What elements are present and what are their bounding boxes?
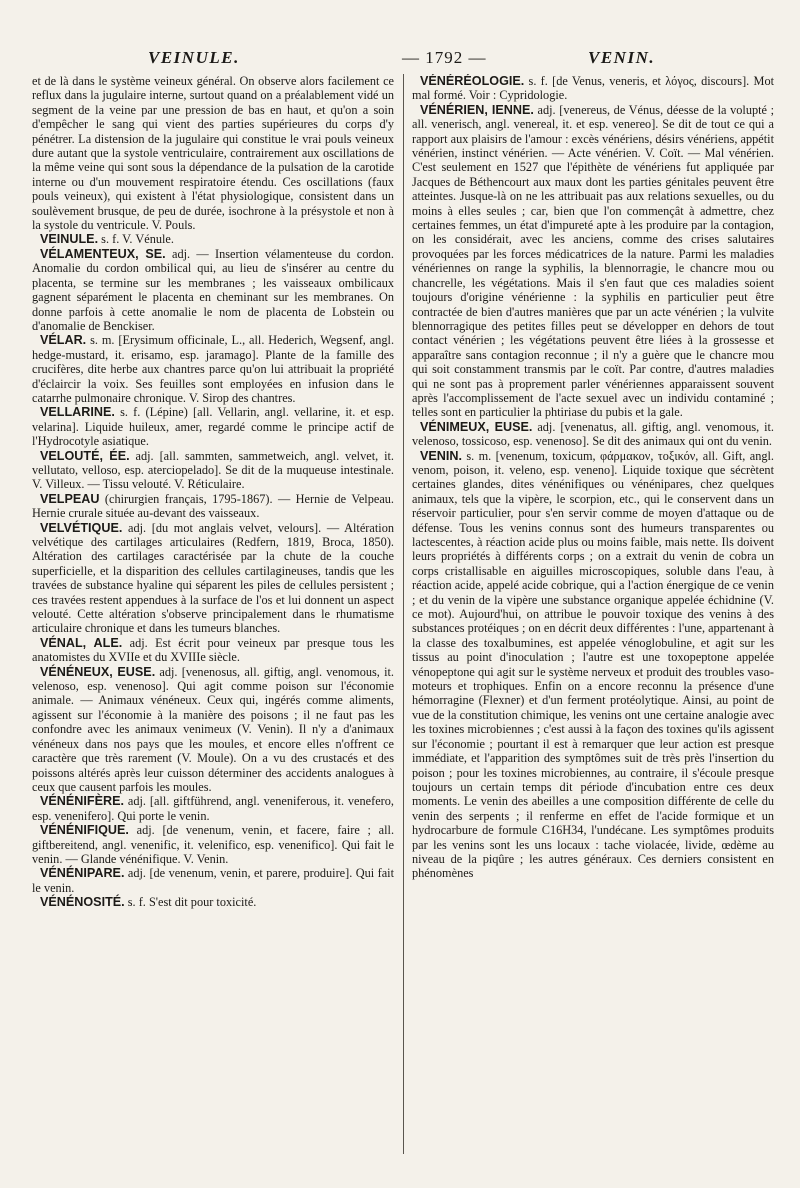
part-of-speech: s. f. (127, 895, 146, 910)
header-right-guide-word: VENIN. (588, 48, 656, 67)
entry-definition: (Lépine) [all. Vellarin, angl. vellarine, it. et esp. velarina]. Liquide huileux, amer, regardé comme le principe actif de l'Hydrocotyle asiatique. (32, 405, 394, 449)
entry-definition: [venenatus, all. giftig, angl. venomous, it. velenoso, tossicoso, esp. venenoso]. Se dit des animaux qui ont du venin. (412, 419, 774, 449)
column-divider (403, 74, 404, 1154)
entry-headword: VÉNIMEUX, EUSE. (420, 419, 533, 434)
right-column (412, 74, 774, 1184)
entry-headword: VÉNAL, ALE. (40, 635, 123, 650)
entry-definition: [venereus, de Vénus, déesse de la volupté ; all. venerisch, angl. venereal, it. et esp. venereo]. Se dit de tout ce qui a rapport aux plaisirs de l'amour : excès vénériens, désirs vénériens, appétit vénérien, instinct vénérien. — Acte vénérien. V. Coït. — Mal vénérien. C'est seulement en 1527 que l'épithète de vénériens fut appliquée par Jacques de Béthencourt aux maux dont les parties génitales peuvent être atteintes. Jusque-là on ne les attribuait pas aux relations sexuelles, ou du moins à elles seules ; car, bien que l'on commençât à admettre, chez certaines femmes, un état d'impureté apte à les produire par la contagion, on les considérait, avec les anciens, comme des crises salutaires provoquées par les forces médicatrices de la nature. Parmi les maladies vénériennes on range la syphilis, la blennorragie, le chancre mou ou chancrelle, les végétations. Mais il s'en faut que ces maladies soient toujours d'origine vénérienne : la syphilis en particulier peut être contractée de bien d'autres manières que par un acte vénérien ; la vulvite blennorragique des petites filles peut se développer en dehors de tout contact vénérien ; les végétations peuvent être liées à la grossesse et apparaître sans contagion reconnue ; il n'y a guère que le chancre mou qui soit constamment transmis par le coït. Par contre, d'autres maladies qui ne sont pas à proprement parler vénériennes apparaissent souvent après l'accomplissement de l'acte sexuel avec un individu contaminé ; telles sont en particulier la phtiriase du pubis et la gale. (412, 102, 774, 420)
dictionary-entry (32, 866, 394, 895)
entry-definition: [du mot anglais velvet, velours]. — Altération velvétique des cartilages articulaires (Redfern, 1819, Broca, 1850). Altération des cartilages caractérisée par la chute de la couche superficielle, et la disparition des cellules cartilagineuses, tandis que les travées de substance hyaline qui séparent les piles de cellules persistent ; ces travées restent appendues à la surface de l'os et lui donnent un aspect velouté. Cette altération s'observe principalement dans le rhumatisme articulaire chronique et dans les tumeurs blanches. (32, 520, 394, 636)
part-of-speech: adj. (129, 635, 148, 650)
entry-definition: Est écrit pour veineux par presque tous les anatomistes du XVIIe et du XVIIIe siècle. (32, 635, 394, 665)
part-of-speech: adj. (128, 520, 147, 535)
entry-headword: VÉNÉRIEN, IENNE. (420, 102, 534, 117)
dictionary-entry (32, 665, 394, 795)
entry-headword: VÉLAR. (40, 333, 87, 348)
part-of-speech: adj. (537, 102, 556, 117)
part-of-speech: adj. (135, 448, 154, 463)
entry-definition: [venenosus, all. giftig, angl. venomous, it. velenoso, esp. venenoso]. Qui agit comme poison sur l'économie animale. — Animaux vénéneux. Ceux qui, ingérés comme aliments, agissent sur l'économie à la manière des poisons ; il ne faut pas les confondre avec les animaux venimeux (V. Venin). Il n'y a d'animaux vénéneux dans nos pays que les moules, et encore elles n'offrent ce caractère que très rarement (V. Moule). On a vu des crustacés et des poissons altérés après leur cuisson déterminer des accidents analogues à ceux que causent parfois les moules. (32, 664, 394, 794)
part-of-speech: s. f. (120, 405, 141, 420)
part-of-speech: adj. (127, 866, 146, 881)
entry-headword: VELVÉTIQUE. (40, 520, 123, 535)
dictionary-entry (32, 449, 394, 492)
part-of-speech: adj. (537, 419, 556, 434)
entry-definition: [de venenum, venin, et parere, produire]. Qui fait le venin. (32, 866, 394, 895)
entry-headword: VÉNÉNIFIQUE. (40, 823, 129, 838)
page-number: — 1792 — (402, 48, 487, 67)
part-of-speech: s. f. (101, 232, 120, 247)
dictionary-entry (412, 449, 774, 881)
entry-definition: — Insertion vélamenteuse du cordon. Anomalie du cordon ombilical qui, au lieu de s'insérer au centre du placenta, se termine sur les membranes ; les vaisseaux ombilicaux gagnent séparément le placenta en cheminant sur les membranes. On donne parfois à cette anomalie le nom de placenta de Lobstein ou d'anomalie de Benckiser. (32, 246, 394, 333)
part-of-speech: adj. (127, 794, 146, 809)
entry-headword: VELOUTÉ, ÉE. (40, 448, 130, 463)
dictionary-entry (412, 103, 774, 420)
part-of-speech: s. m. (466, 448, 492, 463)
dictionary-entry (32, 521, 394, 636)
dictionary-entry (32, 823, 394, 866)
entry-headword: VÉNÉNOSITÉ. (40, 895, 125, 910)
entry-definition: [all. sammten, sammetweich, angl. velvet, it. vellutato, velloso, esp. aterciopelado]. Se dit de la muqueuse intestinale. V. Villeux. — Tissu velouté. V. Réticulaire. (32, 448, 394, 492)
entry-headword: VÉNÉNIFÈRE. (40, 794, 124, 809)
header-left-guide-word: VEINULE. (148, 48, 240, 67)
entry-headword: VÉNÉNEUX, EUSE. (40, 664, 156, 679)
part-of-speech: adj. (136, 823, 155, 838)
dictionary-entry (32, 333, 394, 405)
entry-definition: S'est dit pour toxicité. (148, 895, 257, 910)
entry-definition: [Erysimum officinale, L., all. Hederich, Wegsenf, angl. hedge-mustard, it. erisamo, esp. jaramago]. Plante de la famille des crucifères, dite herbe aux chantres parce qu'on lui attribuait la propriété d'éclaircir la voix. Ses feuilles sont employées en infusion dans le catarrhe pulmonaire chronique. V. Sirop des chantres. (32, 333, 394, 405)
part-of-speech: adj. (171, 246, 191, 261)
left-column (32, 74, 394, 1184)
entry-definition: [all. giftführend, angl. veneniferous, it. venefero, esp. venenifero]. Qui porte le venin. (32, 794, 394, 823)
dictionary-entry (32, 492, 394, 521)
entry-definition: V. Vénule. (122, 232, 174, 247)
dictionary-entry (32, 232, 394, 246)
entry-headword: VEINULE. (40, 232, 99, 247)
part-of-speech: s. f. (528, 74, 548, 88)
part-of-speech: s. m. (90, 333, 115, 348)
dictionary-entry (32, 247, 394, 333)
entry-definition: [de venenum, venin, et facere, faire ; all. giftbereitend, angl. venenific, it. velenifico, esp. venenifico]. Qui fait le venin. — Glande vénénifique. V. Venin. (32, 823, 394, 866)
entry-headword: VELLARINE. (40, 405, 115, 420)
entry-definition: [de Venus, veneris, et λόγος, discours]. Mot mal formé. Voir : Cypridologie. (412, 74, 774, 103)
entry-definition: et de là dans le système veineux général. On observe alors facilement ce reflux dans la jugulaire interne, surtout quand on a préalablement vidé un segment de la veine par une pression de bas en haut, et qu'on a soin d'empêcher le sang qui vient des parties supérieures du corps d'y pénétrer. La distension de la jugulaire qui constitue le vrai pouls veineux dure autant que la systole ventriculaire, contrairement aux oscillations de la même veine qui sont sous la dépendance de la pulsation de la carotide interne ou d'un mouvement respiratoire étendu. Ces oscillations (faux pouls veineux), qui existent à l'état physiologique, consistent dans un soulèvement brusque, de peu de durée, isochrone à la présystole et non à la systole du ventricule. V. Pouls. (32, 74, 394, 233)
entry-headword: VÉNÉNIPARE. (40, 866, 125, 881)
dictionary-entry (412, 420, 774, 449)
entry-definition: [venenum, toxicum, φάρμακον, τοξικόν, all. Gift, angl. venom, poison, it. veleno, esp. veneno]. Liquide toxique que sécrètent certaines glandes, dites vénénifiques ou vénénipares, chez quelques animaux, tels que la vipère, le scorpion, etc., qui le conservent dans un réservoir particulier, pour s'en servir comme de moyen d'attaque ou de défense. Tous les venins connus sont des humeurs transparentes ou lactescentes, à réaction acide plus ou moins faible, mais nette. Ils doivent leurs propriétés à différents corps ; on a extrait du venin de cobra un corps cristallisable en aiguilles microscopiques, soluble dans l'eau, à réaction acide, appelé acide cobrique, qui a l'action énergique de ce venin ; et du venin de la vipère une substance organique appelée échidnine (V. ce mot). Aujourd'hui, on attribue le pouvoir toxique des venins à des substances protéiques ; on en décrit deux différentes : l'une, appartenant à la classe des toxalbumines, est appelée vénoglobuline, et agit sur les tissus au point d'inoculation ; l'autre est une toxopeptone appelée vénopeptone qui agit sur le système nerveux et produit des troubles vaso-moteurs et trophiques. Enfin on a encore reconnu la présence d'une hémorragine (Flexner) et d'un ferment protéolytique. Ainsi, au point de vue de la constitution chimique, les venins ont une certaine analogie avec les toxines microbiennes ; c'est aussi à la façon des toxines qu'ils agissent sur l'économie ; pourtant il est à remarquer que leur action est presque immédiate, et l'apparition des symptômes suit de très près l'insertion du poison ; pour les toxines microbiennes, au contraire, il s'écoule presque toujours un certain temps dit période d'incubation entre ces deux moments. Le venin des abeilles a une composition différente de celle du venin des serpents ; il renferme en effet de l'acide formique et un hydrocarbure de formule C16H34, l'undécane. Les symptômes produits par les venins sont les uns locaux : tache violacée, livide, œdème au niveau de la piqûre ; les autres généraux. Ces derniers consistent en phénomènes (412, 448, 774, 881)
dictionary-entry (32, 636, 394, 665)
dictionary-entry (32, 74, 394, 232)
dictionary-entry (412, 74, 774, 103)
dictionary-entry (32, 895, 394, 909)
part-of-speech: adj. (159, 664, 178, 679)
running-header (32, 40, 774, 74)
entry-definition: (chirurgien français, 1795-1867). — Hernie de Velpeau. Hernie crurale située au-devant des vaisseaux. (32, 491, 394, 521)
entry-headword: VÉLAMENTEUX, SE. (40, 246, 166, 261)
entry-headword: VENIN. (420, 448, 462, 463)
dictionary-entry (32, 405, 394, 448)
entry-headword: VÉNÉRÉOLOGIE. (420, 74, 525, 88)
two-column-body (32, 74, 774, 1184)
dictionary-entry (32, 794, 394, 823)
entry-headword: VELPEAU (40, 491, 100, 506)
